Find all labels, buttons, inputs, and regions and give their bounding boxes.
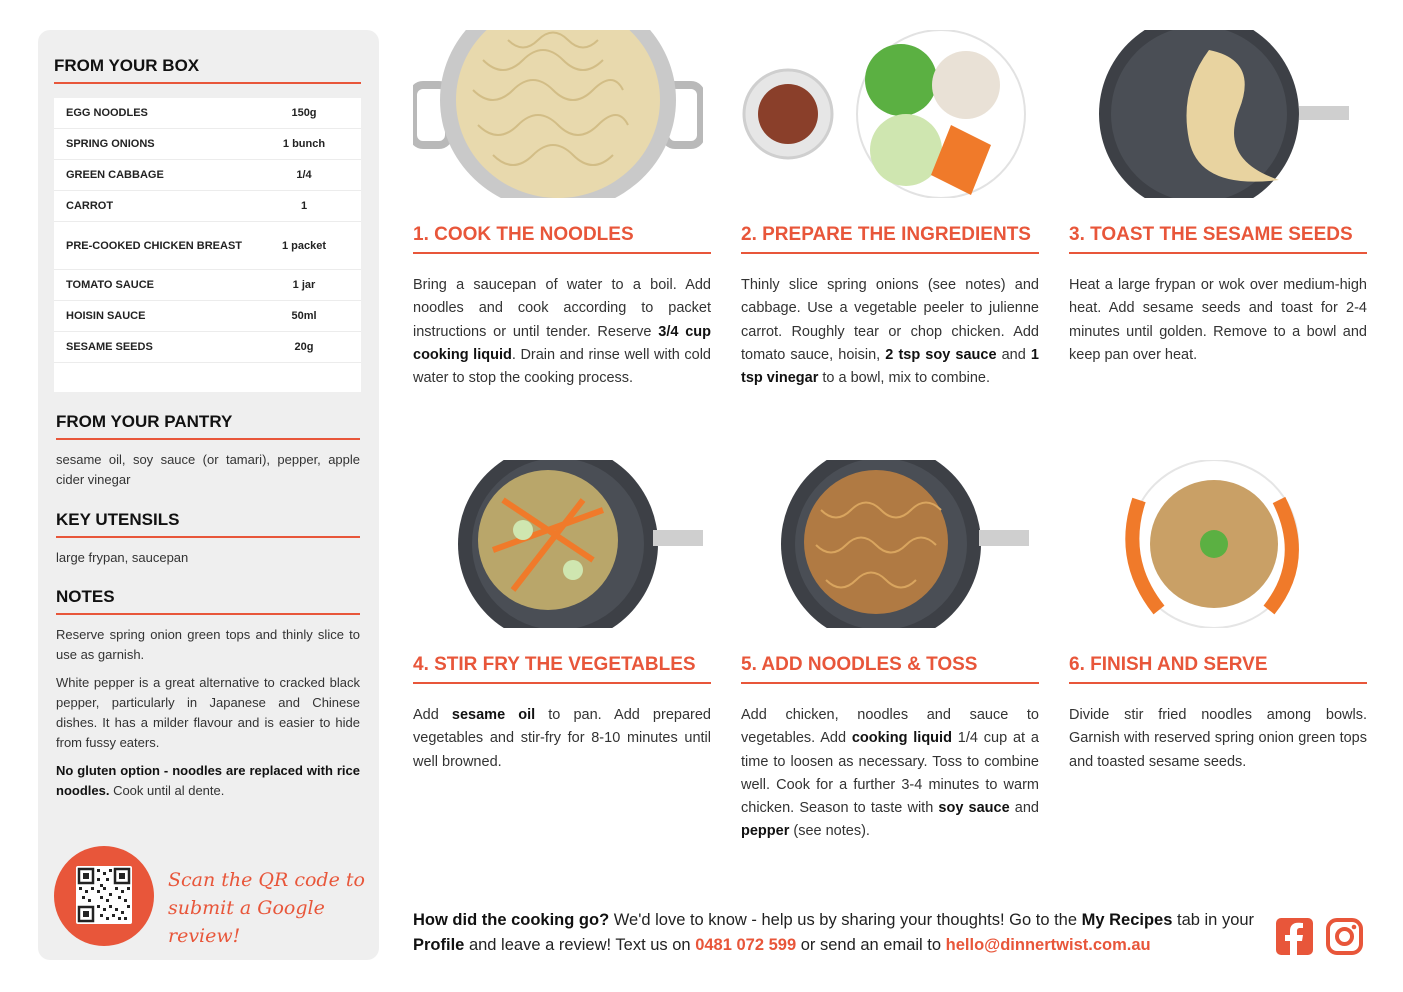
ingredient-name: GREEN CABBAGE	[66, 169, 164, 181]
qr-caption	[168, 866, 368, 950]
step-4	[413, 654, 711, 774]
step-text-bold: 1 tsp vinegar	[741, 346, 1039, 387]
utensils-text: large frypan, saucepan	[56, 550, 189, 565]
step-title: 4. STIR FRY THE VEGETABLES	[413, 654, 711, 684]
ingredient-name: EGG NOODLES	[66, 107, 148, 119]
step-text-bold: soy sauce	[938, 800, 1010, 817]
step-text-bold: pepper	[741, 823, 790, 840]
step-text-part: and	[996, 346, 1031, 363]
pantry-title: FROM YOUR PANTRY	[56, 412, 360, 440]
qr-caption-line: Scan the QR code to	[168, 869, 365, 891]
ingredient-name: HOISIN SAUCE	[66, 310, 146, 322]
step-5	[741, 654, 1039, 844]
step-text	[741, 704, 1039, 844]
notes-section	[56, 587, 360, 801]
pantry-text: sesame oil, soy sauce (or tamari), pepper, apple cider vinegar	[56, 452, 360, 487]
step-text-part: Heat a large frypan or wok over medium-high heat. Add sesame seeds and toast for 2-4 minutes until golden. Remove to a bowl and keep pan over heat.	[1069, 277, 1367, 363]
step-text-bold: 2 tsp soy sauce	[885, 346, 997, 363]
step-text-part: Divide stir fried noodles among bowls. Garnish with reserved spring onion green tops and toasted sesame seeds.	[1069, 707, 1367, 770]
ingredient-qty: 1 jar	[292, 279, 316, 291]
instagram-icon[interactable]	[1326, 918, 1363, 955]
qr-code-icon[interactable]	[76, 866, 132, 924]
utensils-title: KEY UTENSILS	[56, 510, 360, 538]
step-text-part: Bring a saucepan of water to a boil. Add noodles and cook according to packet instructions or until tender. Reserve	[413, 277, 711, 340]
footer-text: or send an email to	[796, 936, 946, 954]
table-row	[54, 129, 361, 160]
ingredient-qty: 1 bunch	[282, 138, 326, 150]
noodles-tossed-pan-image	[741, 460, 1031, 628]
ingredient-qty: 1/4	[296, 169, 312, 181]
ingredient-qty: 20g	[294, 341, 314, 353]
step-1	[413, 224, 711, 390]
from-your-box-title: FROM YOUR BOX	[54, 56, 361, 84]
ingredient-name: CARROT	[66, 200, 114, 212]
utensils-section	[56, 510, 360, 568]
step-text	[1069, 274, 1367, 367]
footer-question: How did the cooking go?	[413, 911, 610, 929]
toasting-sesame-pan-image	[1069, 30, 1359, 198]
footer-text: We'd love to know - help us by sharing your thoughts! Go to the	[609, 911, 1082, 929]
step-text-part: 1/4 cup at a time to loosen as necessary. Toss to combine well. Cook for a further 3-4 minutes to warm chicken. Season to taste with	[741, 730, 1039, 817]
table-row	[54, 270, 361, 301]
step-text-bold: sesame oil	[451, 707, 536, 723]
note-text	[56, 761, 360, 801]
stir-fry-vegetables-image	[413, 460, 703, 628]
step-title: 6. FINISH AND SERVE	[1069, 654, 1367, 684]
step-text-bold: cooking liquid	[851, 730, 952, 747]
qr-caption-line: submit a Google review!	[168, 897, 325, 947]
sidebar	[38, 30, 379, 960]
step-text	[1069, 704, 1367, 774]
step-text-bold: 3/4 cup cooking liquid	[413, 323, 712, 363]
table-row	[54, 301, 361, 332]
ingredient-name: TOMATO SAUCE	[66, 279, 155, 291]
step-text-part: and	[1009, 800, 1039, 817]
step-2	[741, 224, 1039, 390]
table-row	[54, 160, 361, 191]
step-text	[741, 274, 1039, 390]
facebook-icon[interactable]	[1276, 918, 1313, 955]
ingredient-name: SESAME SEEDS	[66, 341, 153, 353]
table-row	[54, 191, 361, 222]
step-text-part: to a bowl, mix to combine.	[818, 370, 991, 387]
table-row	[54, 98, 361, 129]
ingredient-name: PRE-COOKED CHICKEN BREAST	[66, 239, 243, 252]
footer-text: tab in your	[1172, 911, 1255, 929]
step-text	[413, 704, 711, 774]
qr-badge	[54, 846, 154, 946]
ingredient-name: SPRING ONIONS	[66, 138, 155, 150]
note-text: Reserve spring onion green tops and thinly slice to use as garnish.	[56, 627, 360, 662]
ingredient-qty: 1 packet	[281, 239, 327, 252]
footer-review-message	[413, 908, 1263, 958]
step-title: 5. ADD NOODLES & TOSS	[741, 654, 1039, 684]
noodles-in-colander-image	[413, 30, 703, 198]
ingredient-qty: 150g	[291, 107, 317, 119]
step-title: 1. COOK THE NOODLES	[413, 224, 711, 254]
step-text-part: (see notes).	[789, 823, 870, 840]
ingredient-qty: 50ml	[291, 310, 317, 322]
step-text-part: Thinly slice spring onions (see notes) and cabbage. Use a vegetable peeler to julienne carrot. Roughly tear or chop chicken. Add tomato sauce, hoisin,	[741, 277, 1039, 363]
table-row	[54, 332, 361, 363]
step-title: 3. TOAST THE SESAME SEEDS	[1069, 224, 1367, 254]
note-rest: Cook until al dente.	[109, 783, 225, 798]
ingredients-table	[54, 98, 361, 392]
step-title: 2. PREPARE THE INGREDIENTS	[741, 224, 1039, 254]
email-link[interactable]: hello@dinnertwist.com.au	[945, 936, 1151, 954]
phone-link[interactable]: 0481 072 599	[695, 936, 797, 954]
step-text-part: Add chicken, noodles and sauce to vegetables. Add	[741, 707, 1039, 747]
step-text-part: . Drain and rinse well with cold water to stop the cooking process.	[413, 346, 711, 387]
step-text-part: to pan. Add prepared vegetables and stir-fry for 8-10 minutes until well browned.	[413, 707, 711, 770]
step-6	[1069, 654, 1367, 774]
ingredient-qty: 1	[300, 200, 308, 212]
profile-link[interactable]: Profile	[413, 936, 465, 954]
pantry-section	[56, 412, 360, 490]
footer-text: and leave a review! Text us on	[464, 936, 696, 954]
step-3	[1069, 224, 1367, 367]
prepared-ingredients-image	[741, 30, 1031, 198]
note-text: White pepper is a great alternative to cracked black pepper, particularly in Japanese and Chinese dishes. It has a milder flavour and is easier to hide from fussy eaters.	[56, 675, 360, 750]
notes-title: NOTES	[56, 587, 360, 615]
step-text-part: Add	[413, 707, 452, 723]
my-recipes-link[interactable]: My Recipes	[1081, 911, 1173, 929]
note-bold: No gluten option - noodles are replaced with rice noodles.	[56, 763, 360, 798]
table-row	[54, 222, 361, 270]
step-text	[413, 274, 711, 390]
finished-dish-bowl-image	[1069, 460, 1359, 628]
